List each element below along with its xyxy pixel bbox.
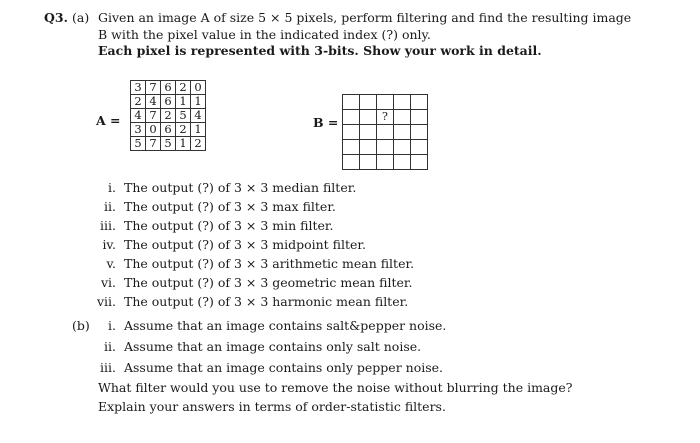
part-a-item-number: v. [106, 256, 116, 271]
part-a-item-text: The output (?) of 3 × 3 geometric mean filter. [123, 275, 413, 290]
matrix-b-cell [411, 125, 428, 140]
matrix-a-row [131, 137, 206, 151]
part-a-item-number: ii. [104, 199, 116, 214]
part-a-item-text: The output (?) of 3 × 3 arithmetic mean filter. [123, 256, 415, 271]
matrix-b-cell [360, 95, 377, 110]
matrix-a-row [131, 123, 206, 137]
matrix-a-cell: 5 [176, 109, 191, 123]
matrix-a-row [131, 95, 206, 109]
matrix-b-cell [377, 95, 394, 110]
matrix-a-cell: 3 [131, 81, 146, 95]
part-b-marker: (b) [72, 318, 90, 333]
part-b-item-text: Assume that an image contains salt&pepper noise. [123, 318, 447, 333]
matrix-b-cell [343, 155, 360, 170]
matrix-b-cell [343, 95, 360, 110]
part-b-item-number: i. [108, 318, 116, 333]
matrix-b-cell [411, 110, 428, 125]
part-b-item [102, 318, 446, 333]
matrix-b-cell [394, 155, 411, 170]
matrix-b-cell [377, 125, 394, 140]
matrix-b-row [343, 95, 428, 110]
part-a-item [84, 237, 366, 252]
matrix-b-cell [360, 110, 377, 125]
part-a-item-number: iv. [102, 237, 116, 252]
matrix-b [342, 94, 428, 170]
intro-line-1: Given an image A of size 5 × 5 pixels, perform filtering and find the resulting image [98, 10, 632, 25]
matrix-a-cell: 6 [161, 123, 176, 137]
part-b-item-text: Assume that an image contains only salt noise. [123, 339, 422, 354]
matrix-b-row [343, 155, 428, 170]
matrix-b-cell [394, 110, 411, 125]
part-a-item [84, 180, 356, 195]
matrix-a-cell: 0 [146, 123, 161, 137]
part-a-item-number: vii. [96, 294, 116, 309]
part-a-item [84, 199, 336, 214]
matrix-b-row [343, 110, 428, 125]
part-b-item-text: Assume that an image contains only pepper noise. [123, 360, 443, 375]
matrix-b-cell [343, 140, 360, 155]
matrix-a-label: A = [96, 113, 121, 128]
matrix-b-cell [394, 95, 411, 110]
part-a-item-number: vi. [100, 275, 116, 290]
matrix-b-cell [411, 95, 428, 110]
matrix-a-row [131, 109, 206, 123]
part-a-item-text: The output (?) of 3 × 3 min filter. [123, 218, 334, 233]
part-b-item-number: iii. [100, 360, 116, 375]
part-a-item-text: The output (?) of 3 × 3 midpoint filter. [123, 237, 367, 252]
part-a-item [84, 218, 333, 233]
part-a-item-number: iii. [100, 218, 116, 233]
matrix-b-cell [360, 140, 377, 155]
part-a-marker: (a) [72, 10, 90, 25]
matrix-a-cell: 6 [161, 81, 176, 95]
matrix-a-cell: 7 [146, 137, 161, 151]
matrix-b-cell [377, 155, 394, 170]
matrix-a-cell: 7 [146, 109, 161, 123]
matrix-a-cell: 2 [176, 123, 191, 137]
part-a-item-text: The output (?) of 3 × 3 median filter. [123, 180, 357, 195]
matrix-b-cell [394, 140, 411, 155]
matrix-a-row [131, 81, 206, 95]
part-b-item-number: ii. [104, 339, 116, 354]
matrix-b-cell [360, 125, 377, 140]
matrix-b-label: B = [313, 115, 339, 130]
matrix-b-row [343, 125, 428, 140]
matrix-a-cell: 1 [176, 137, 191, 151]
matrix-b-cell [360, 155, 377, 170]
matrix-b-cell [411, 140, 428, 155]
matrix-a-cell: 1 [191, 123, 206, 137]
matrix-b-row [343, 140, 428, 155]
part-a-item [84, 294, 408, 309]
matrix-a-cell: 2 [131, 95, 146, 109]
part-a-item [84, 275, 412, 290]
part-a-item-text: The output (?) of 3 × 3 harmonic mean filter. [123, 294, 409, 309]
part-b-item [98, 339, 421, 354]
matrix-a-cell: 4 [191, 109, 206, 123]
part-a-item [84, 256, 414, 271]
matrix-a-cell: 0 [191, 81, 206, 95]
part-b-question-line-1: What filter would you use to remove the noise without blurring the image? [98, 380, 573, 395]
matrix-b-cell-target: ? [377, 110, 394, 125]
matrix-a-cell: 2 [176, 81, 191, 95]
matrix-a-cell: 5 [161, 137, 176, 151]
part-a-item-number: i. [108, 180, 116, 195]
matrix-b-cell [377, 140, 394, 155]
matrix-a-cell: 1 [176, 95, 191, 109]
matrix-a-cell: 2 [191, 137, 206, 151]
matrix-a [130, 80, 206, 151]
matrix-a-cell: 7 [146, 81, 161, 95]
matrix-a-cell: 1 [191, 95, 206, 109]
matrix-a-cell: 3 [131, 123, 146, 137]
intro-line-3: Each pixel is represented with 3-bits. Show your work in detail. [98, 43, 542, 58]
matrix-a-cell: 4 [131, 109, 146, 123]
matrix-a-cell: 6 [161, 95, 176, 109]
matrix-a-cell: 5 [131, 137, 146, 151]
matrix-b-cell [343, 125, 360, 140]
matrix-a-cell: 2 [161, 109, 176, 123]
matrix-a-cell: 4 [146, 95, 161, 109]
matrix-b-cell [411, 155, 428, 170]
part-a-item-text: The output (?) of 3 × 3 max filter. [123, 199, 336, 214]
matrix-b-cell [343, 110, 360, 125]
question-label: Q3. [44, 10, 68, 25]
part-b-item [96, 360, 443, 375]
part-b-question-line-2: Explain your answers in terms of order-statistic filters. [98, 399, 446, 414]
matrix-b-cell [394, 125, 411, 140]
intro-line-2: B with the pixel value in the indicated index (?) only. [98, 27, 431, 42]
